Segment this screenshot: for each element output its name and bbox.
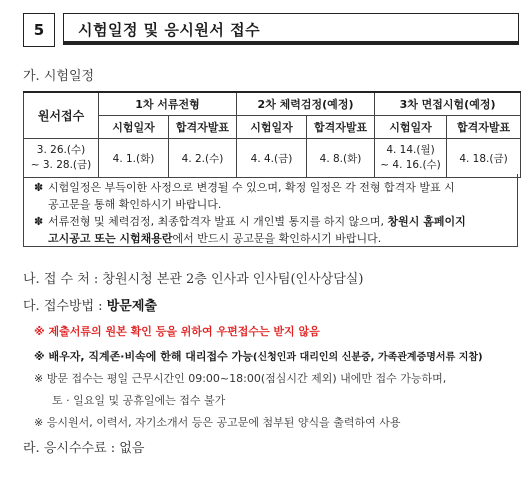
stage3-exam-date-end: ~ 4. 16.(수) bbox=[380, 159, 441, 171]
table-header-row bbox=[24, 92, 521, 116]
receipt-date-end: ~ 3. 28.(금) bbox=[30, 159, 92, 171]
table-subheader-row bbox=[24, 116, 521, 139]
stage2-announce-header: 합격자발표 bbox=[307, 116, 375, 139]
note-bullet: ✽ bbox=[34, 215, 44, 228]
proxy-note-sub: (신청인과 대리인의 신분증, 가족관계증명서류 지참) bbox=[252, 352, 483, 363]
receipt-method bbox=[23, 295, 157, 314]
schedule-heading: 가. 시험일정 bbox=[23, 69, 95, 84]
note-bullet: ✽ bbox=[34, 181, 44, 194]
visit-note-line2: 토 · 일요일 및 공휴일에는 접수 불가 bbox=[52, 394, 226, 407]
stage1-announce-date: 4. 2.(수) bbox=[169, 139, 237, 178]
stage2-announce-date: 4. 8.(화) bbox=[307, 139, 375, 178]
stage3-exam-date bbox=[375, 139, 447, 178]
no-mail-note bbox=[34, 323, 320, 339]
receipt-method-label: 다. 접수방법 : bbox=[23, 299, 107, 314]
note2-notice-board: 고시공고 또는 시험채용란 bbox=[48, 232, 173, 245]
note-mark: ※ bbox=[34, 416, 44, 429]
stage1-exam-header: 시험일자 bbox=[99, 116, 169, 139]
stage2-exam-date: 4. 4.(금) bbox=[237, 139, 307, 178]
note1-line1: 시험일정은 부득이한 사정으로 변경될 수 있으며, 확정 일정은 각 전형 합격자 발표 시 bbox=[48, 181, 455, 194]
stage3-announce-header: 합격자발표 bbox=[447, 116, 521, 139]
note-item bbox=[34, 213, 507, 247]
section-title-box bbox=[63, 13, 519, 45]
forms-note bbox=[34, 414, 400, 430]
receipt-place: 나. 접 수 처 : 창원시청 본관 2층 인사과 인사팀(인사상담실) bbox=[23, 272, 364, 287]
section-title: 시험일정 및 응시원서 접수 bbox=[78, 21, 261, 39]
stage3-exam-header: 시험일자 bbox=[375, 116, 447, 139]
visit-note bbox=[34, 370, 446, 386]
schedule-table bbox=[23, 91, 521, 178]
note-item bbox=[34, 179, 507, 213]
receipt-method-value: 방문제출 bbox=[106, 299, 157, 314]
note2-text-end: 에서 반드시 공고문을 확인하시기 바랍니다. bbox=[172, 232, 382, 245]
stage2-exam-header: 시험일자 bbox=[237, 116, 307, 139]
note-mark: ※ bbox=[34, 325, 45, 338]
forms-note-text: 응시원서, 이력서, 자기소개서 등은 공고문에 첨부된 양식을 출력하여 사용 bbox=[46, 416, 401, 429]
application-fee: 라. 응시수수료 : 없음 bbox=[23, 441, 145, 456]
note2-homepage: 창원시 홈페이지 bbox=[387, 215, 466, 228]
no-mail-text: 제출서류의 원본 확인 등을 위하여 우편접수는 받지 않음 bbox=[48, 325, 320, 338]
stage1-announce-header: 합격자발표 bbox=[169, 116, 237, 139]
stage3-announce-date: 4. 18.(금) bbox=[447, 139, 521, 178]
visit-note-line1: 방문 접수는 평일 근무시간인 09:00~18:00(점심시간 제외) 내에만 접수 가능하며, bbox=[46, 372, 447, 385]
receipt-date-start: 3. 26.(수) bbox=[36, 144, 86, 156]
section-header bbox=[23, 13, 521, 47]
stage3-exam-date-start: 4. 14.(월) bbox=[386, 144, 435, 156]
stage3-header: 3차 면접시험(예정) bbox=[375, 92, 521, 116]
stage1-exam-date: 4. 1.(화) bbox=[99, 139, 169, 178]
stage2-header: 2차 체력검정(예정) bbox=[237, 92, 375, 116]
note-mark: ※ bbox=[34, 372, 44, 385]
stage1-header: 1차 서류전형 bbox=[99, 92, 237, 116]
schedule-notes bbox=[23, 174, 518, 247]
receipt-header: 원서접수 bbox=[24, 92, 99, 139]
receipt-dates-cell bbox=[24, 139, 99, 178]
proxy-note-main: 배우자, 직계존·비속에 한해 대리접수 가능 bbox=[48, 350, 253, 363]
section-number: 5 bbox=[23, 13, 55, 47]
proxy-note bbox=[34, 348, 483, 364]
table-row bbox=[24, 139, 521, 178]
note-mark: ※ bbox=[34, 350, 45, 363]
note1-line2: 공고문을 통해 확인하시기 바랍니다. bbox=[48, 198, 222, 211]
note2-text: 서류전형 및 체력검정, 최종합격자 발표 시 개인별 통지를 하지 않으며, bbox=[48, 215, 388, 228]
